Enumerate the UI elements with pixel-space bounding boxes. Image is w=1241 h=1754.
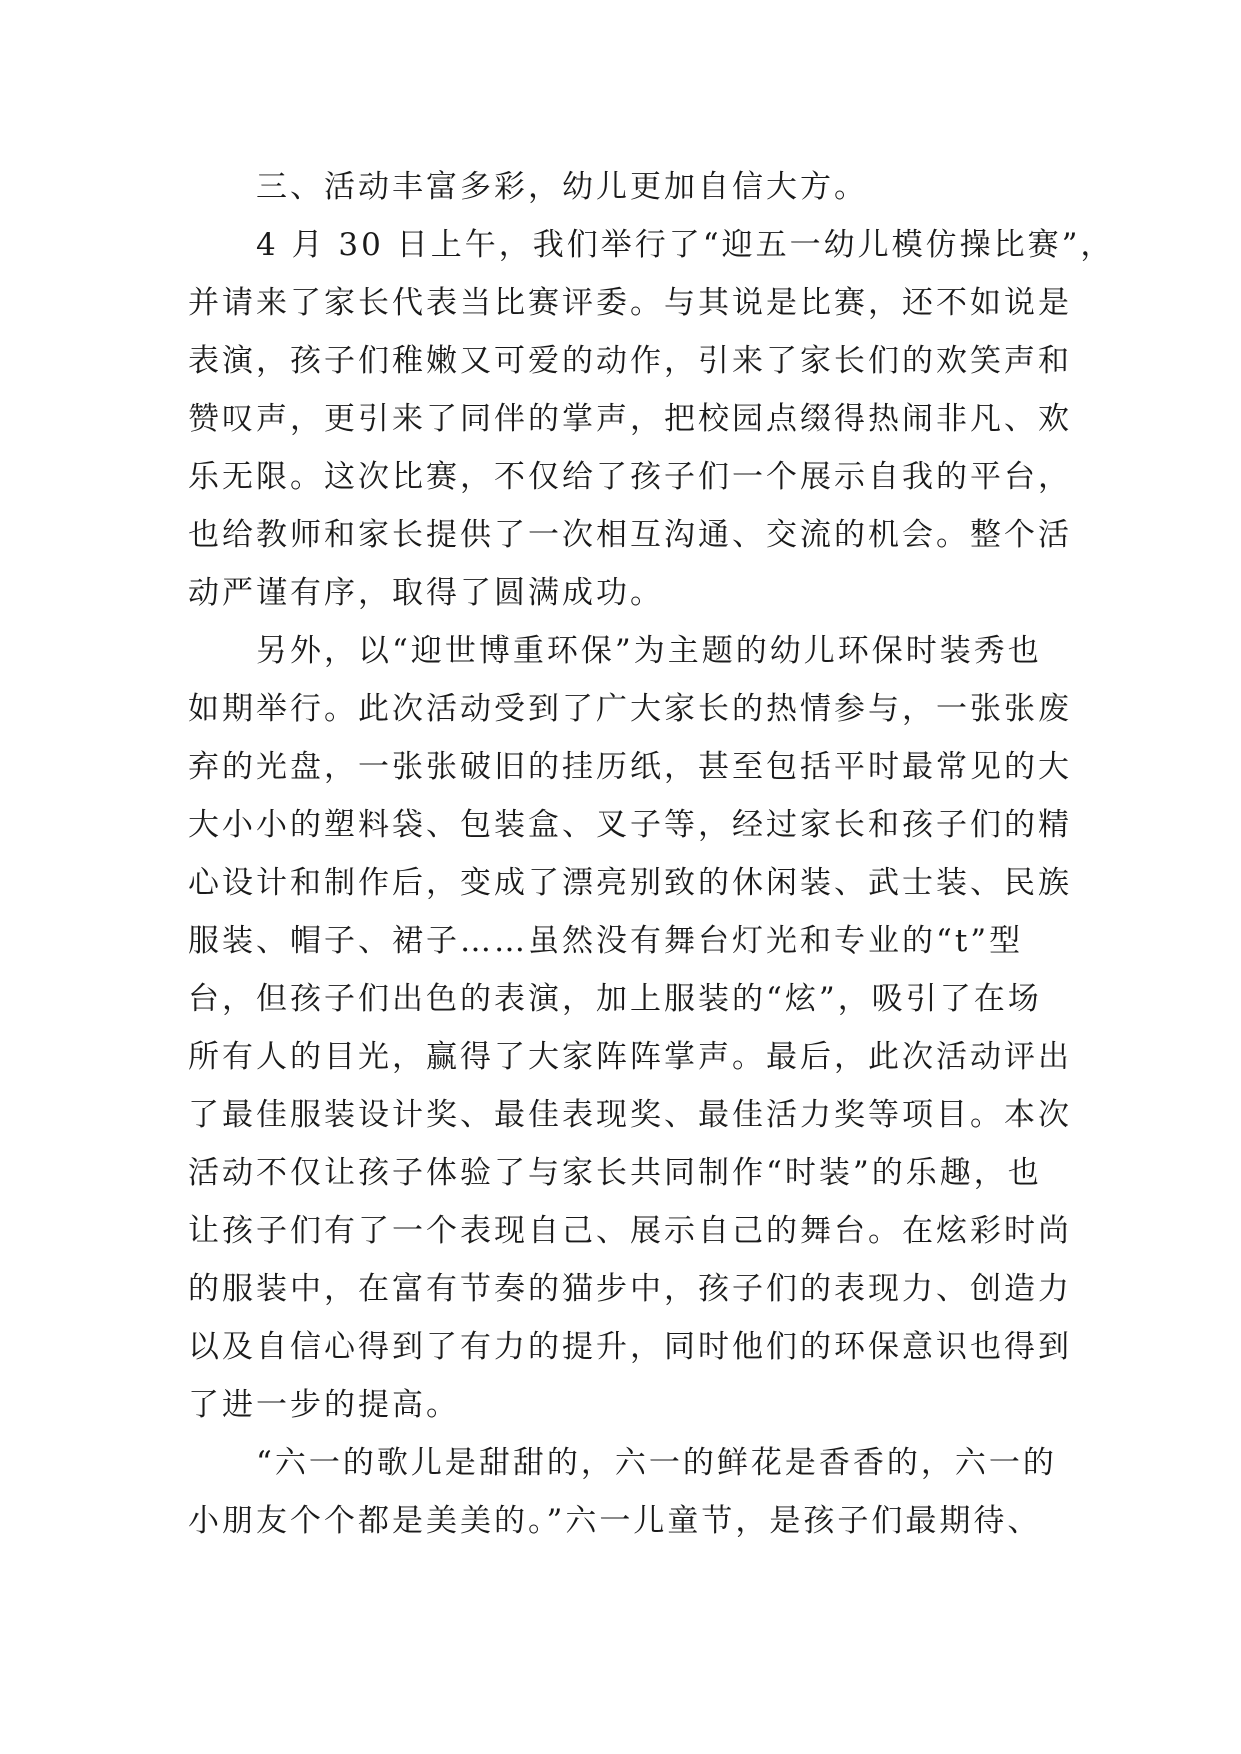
paragraph-line: 如期举行。此次活动受到了广大家长的热情参与，一张张废 bbox=[188, 691, 1072, 727]
paragraph-line: 赞叹声，更引来了同伴的掌声，把校园点缀得热闹非凡、欢 bbox=[188, 401, 1072, 437]
paragraph-line: 也给教师和家长提供了一次相互沟通、交流的机会。整个活 bbox=[188, 517, 1072, 553]
section-heading: 三、活动丰富多彩，幼儿更加自信大方。 bbox=[256, 169, 868, 205]
paragraph-line: 了最佳服装设计奖、最佳表现奖、最佳活力奖等项目。本次 bbox=[188, 1097, 1072, 1133]
paragraph-line: 了进一步的提高。 bbox=[188, 1387, 460, 1423]
paragraph-line: 小朋友个个都是美美的。”六一儿童节，是孩子们最期待、 bbox=[188, 1503, 1042, 1539]
paragraph-line: 表演，孩子们稚嫩又可爱的动作，引来了家长们的欢笑声和 bbox=[188, 343, 1072, 379]
paragraph-line: 大小小的塑料袋、包装盒、叉子等，经过家长和孩子们的精 bbox=[188, 807, 1072, 843]
paragraph-line: 的服装中，在富有节奏的猫步中，孩子们的表现力、创造力 bbox=[188, 1271, 1072, 1307]
paragraph-line: 活动不仅让孩子体验了与家长共同制作“时装”的乐趣，也 bbox=[188, 1155, 1042, 1191]
paragraph-line: 并请来了家长代表当比赛评委。与其说是比赛，还不如说是 bbox=[188, 285, 1072, 321]
paragraph-line: 台，但孩子们出色的表演，加上服装的“炫”，吸引了在场 bbox=[188, 981, 1042, 1017]
paragraph-line: 乐无限。这次比赛，不仅给了孩子们一个展示自我的平台， bbox=[188, 459, 1072, 495]
paragraph-line: 弃的光盘，一张张破旧的挂历纸，甚至包括平时最常见的大 bbox=[188, 749, 1072, 785]
paragraph-line: 以及自信心得到了有力的提升，同时他们的环保意识也得到 bbox=[188, 1329, 1072, 1365]
paragraph-line: “六一的歌儿是甜甜的，六一的鲜花是香香的，六一的 bbox=[256, 1445, 1057, 1481]
paragraph-line: 心设计和制作后，变成了漂亮别致的休闲装、武士装、民族 bbox=[188, 865, 1072, 901]
paragraph-line: 让孩子们有了一个表现自己、展示自己的舞台。在炫彩时尚 bbox=[188, 1213, 1072, 1249]
paragraph-line: 另外，以“迎世博重环保”为主题的幼儿环保时装秀也 bbox=[256, 633, 1042, 669]
document-body bbox=[188, 158, 1115, 1550]
paragraph-line: 动严谨有序，取得了圆满成功。 bbox=[188, 575, 664, 611]
paragraph-line: 4 月 30 日上午，我们举行了“迎五一幼儿模仿操比赛”， bbox=[256, 227, 1115, 263]
paragraph-line: 所有人的目光，赢得了大家阵阵掌声。最后，此次活动评出 bbox=[188, 1039, 1072, 1075]
paragraph-line: 服装、帽子、裙子……虽然没有舞台灯光和专业的“t”型 bbox=[188, 923, 1024, 959]
